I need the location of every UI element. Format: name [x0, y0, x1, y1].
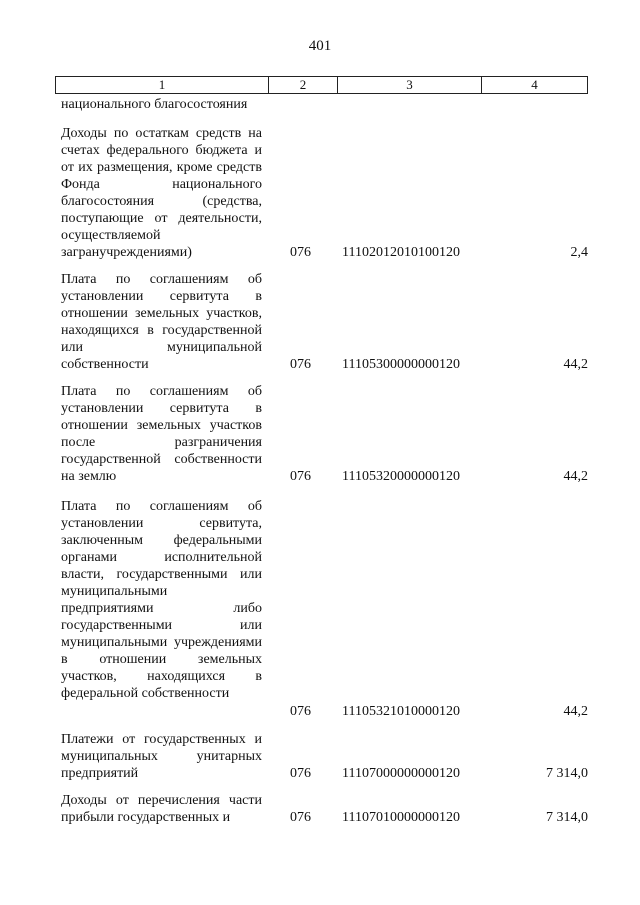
- row-code: 076: [290, 766, 311, 781]
- row-kbk: 11105320000000120: [342, 469, 460, 484]
- page-number: 401: [308, 38, 332, 54]
- header-col-1: 1: [56, 77, 269, 93]
- row-amount: 44,2: [563, 469, 588, 484]
- row-description: Плата по соглашениям об установлении сервитута, заключенным федеральными органами исполнительной власти, государственными или муниципальными предприятиями либо государственными или муниципальными учреждениями в отношении земельных участков, находящихся в федеральной собственности: [61, 499, 262, 701]
- row-code: 076: [290, 245, 311, 260]
- row-amount: 44,2: [563, 357, 588, 372]
- table-header: [55, 76, 588, 94]
- row-description: Плата по соглашениям об установлении сервитута в отношении земельных участков, находящихся в государственной или муниципальной собственности: [61, 272, 262, 372]
- row-code: 076: [290, 357, 311, 372]
- row-kbk: 11102012010100120: [342, 245, 460, 260]
- header-col-4: 4: [531, 77, 538, 92]
- row-kbk: 11107010000000120: [342, 810, 460, 825]
- row-kbk: 11105321010000120: [342, 704, 460, 719]
- row-amount: 7 314,0: [546, 810, 588, 825]
- row-description: Плата по соглашениям об установлении сервитута в отношении земельных участков после разграничения государственной собственности на землю: [61, 384, 262, 484]
- row-description: Доходы по остаткам средств на счетах федерального бюджета и от их размещения, кроме средств Фонда национального благосостояния (средства, поступающие от деятельности, осуществляемой загранучреждениями): [61, 126, 262, 260]
- row-amount: 7 314,0: [546, 766, 588, 781]
- row-kbk: 11105300000000120: [342, 357, 460, 372]
- row-description: Доходы от перечисления части прибыли государственных и: [61, 793, 262, 825]
- row-kbk: 11107000000000120: [342, 766, 460, 781]
- row-description: национального благосостояния: [61, 97, 248, 112]
- row-amount: 44,2: [563, 704, 588, 719]
- row-code: 076: [290, 810, 311, 825]
- header-col-2: 2: [269, 77, 338, 93]
- row-code: 076: [290, 704, 311, 719]
- header-col-3: 3: [338, 77, 482, 93]
- row-code: 076: [290, 469, 311, 484]
- row-amount: 2,4: [570, 245, 588, 260]
- row-description: Платежи от государственных и муниципальных унитарных предприятий: [61, 732, 262, 781]
